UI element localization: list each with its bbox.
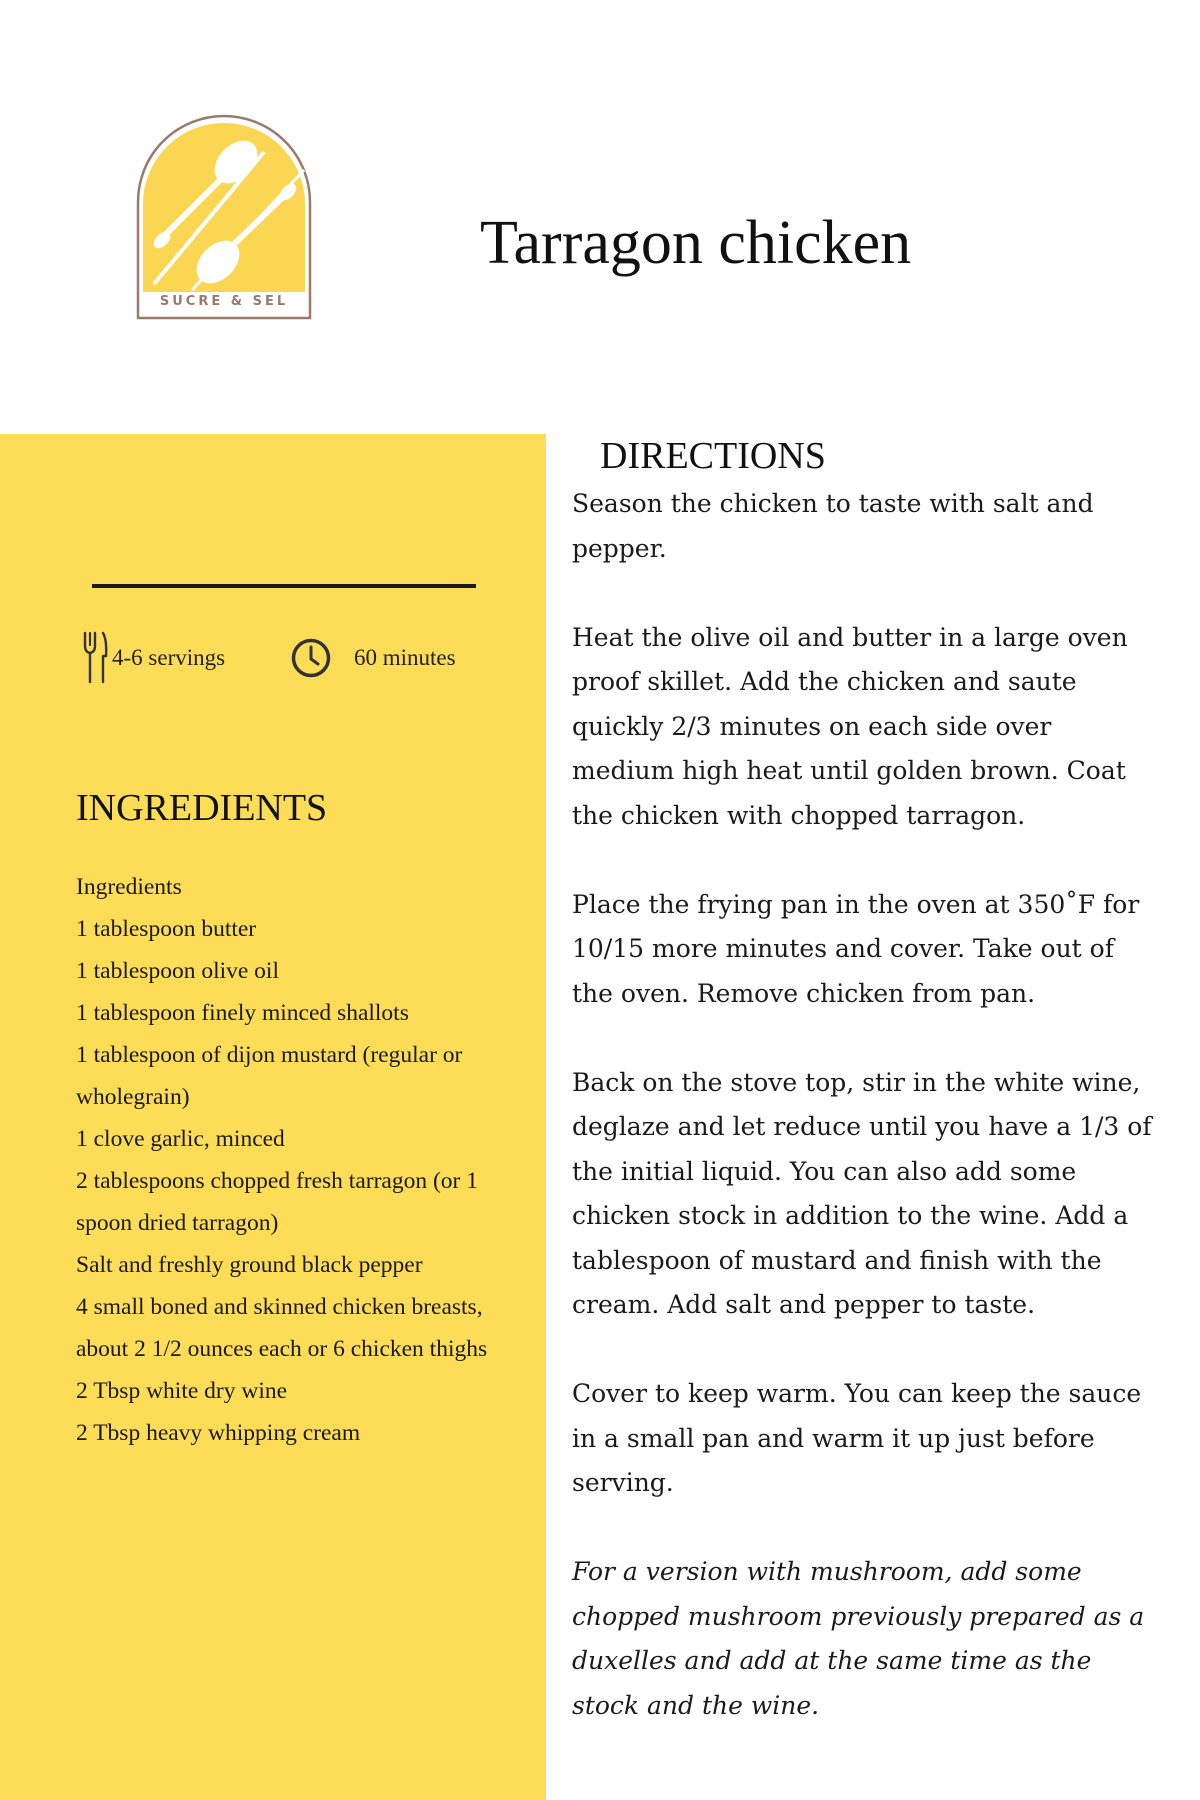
recipe-title: Tarragon chicken: [480, 209, 912, 277]
ingredients-heading: INGREDIENTS: [76, 787, 328, 829]
directions-body: [572, 482, 1152, 1773]
ingredient-line: 4 small boned and skinned chicken breasts,: [76, 1294, 483, 1320]
ingredient-line: 1 tablespoon butter: [76, 916, 257, 942]
direction-step: Back on the stove top, stir in the white wine, deglaze and let reduce until you have a 1/3 of the initial liquid. You can also add some chicken stock in addition to the wine. Add a tablespoon of mustard and finish with the cream. Add salt and pepper to taste.: [572, 1067, 1152, 1319]
direction-step: Season the chicken to taste with salt and pepper.: [572, 489, 1094, 563]
ingredient-line: 2 Tbsp white dry wine: [76, 1378, 288, 1404]
direction-step: Place the frying pan in the oven at 350˚F for 10/15 more minutes and cover. Take out of the oven. Remove chicken from pan.: [572, 889, 1140, 1008]
direction-step: Heat the olive oil and butter in a large oven proof skillet. Add the chicken and saute quickly 2/3 minutes on each side over medium high heat until golden brown. Coat the chicken with chopped tarragon.: [572, 622, 1128, 830]
ingredient-line: spoon dried tarragon): [76, 1210, 279, 1236]
divider: [92, 584, 476, 588]
ingredient-line: 2 tablespoons chopped fresh tarragon (or 1: [76, 1168, 478, 1194]
time-info: [290, 628, 456, 688]
ingredient-line: 2 Tbsp heavy whipping cream: [76, 1420, 361, 1446]
mushroom-variation-note: For a version with mushroom, add some chopped mushroom previously prepared as a duxelles and add at the same time as the stock and the wine.: [572, 1557, 1145, 1720]
servings-info: [82, 628, 225, 688]
clock-icon: [290, 637, 332, 679]
directions-heading: DIRECTIONS: [600, 435, 826, 477]
fork-knife-icon: [82, 630, 108, 686]
time-label: 60 minutes: [354, 645, 456, 670]
sucre-et-sel-logo: [134, 112, 314, 320]
ingredient-line: about 2 1/2 ounces each or 6 chicken thighs: [76, 1336, 488, 1362]
servings-label: 4-6 servings: [112, 645, 226, 670]
ingredient-line: wholegrain): [76, 1084, 190, 1110]
ingredient-line: Salt and freshly ground black pepper: [76, 1252, 423, 1278]
ingredient-line: 1 clove garlic, minced: [76, 1126, 285, 1152]
ingredients-list: [76, 866, 546, 1454]
ingredient-line: Ingredients: [76, 874, 182, 900]
direction-step: Cover to keep warm. You can keep the sauce in a small pan and warm it up just before serving.: [572, 1379, 1142, 1497]
ingredient-line: 1 tablespoon finely minced shallots: [76, 1000, 409, 1026]
brand-name: SUCRE & SEL: [159, 294, 289, 309]
ingredient-line: 1 tablespoon of dijon mustard (regular or: [76, 1042, 463, 1068]
ingredient-line: 1 tablespoon olive oil: [76, 958, 279, 984]
